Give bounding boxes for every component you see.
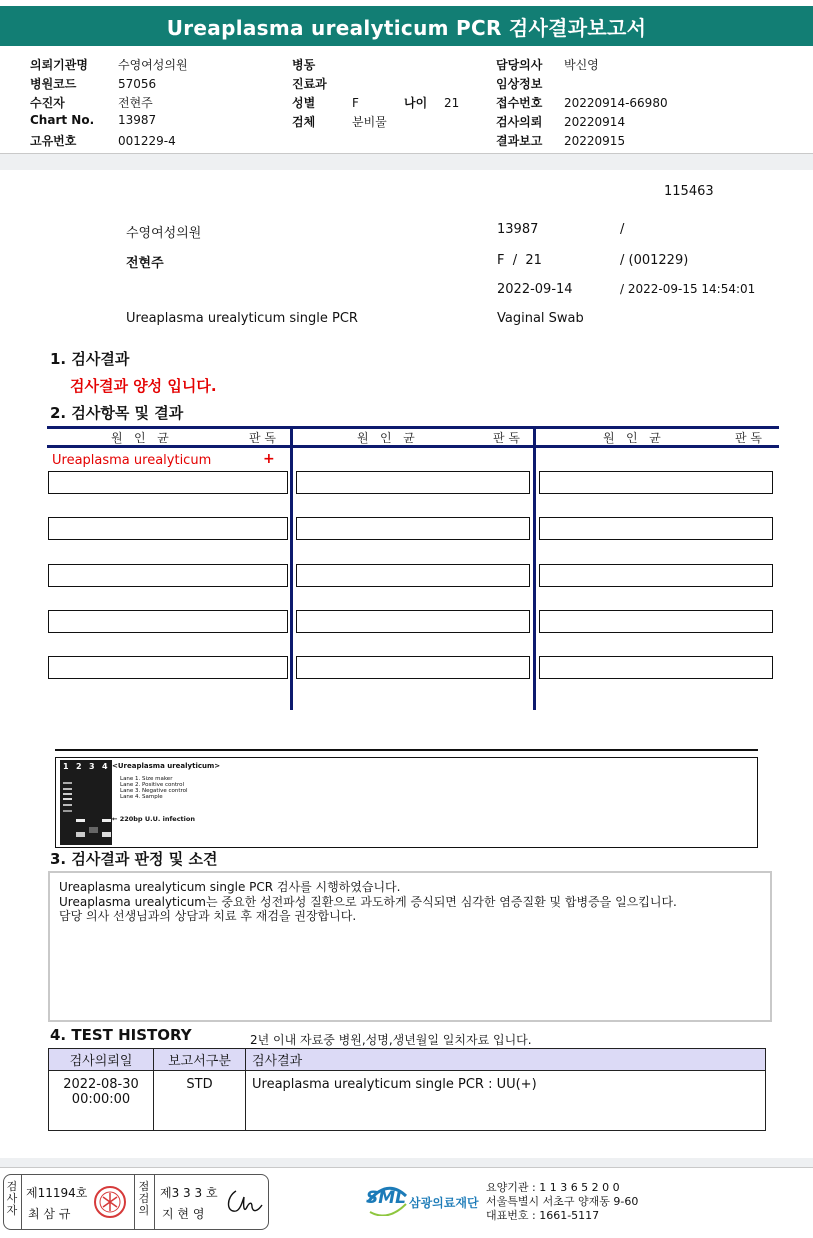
inspector-divider <box>154 1175 155 1229</box>
gel-legend <box>120 776 188 800</box>
receipt-no-label: 접수번호 <box>496 96 543 110</box>
findings-text <box>59 880 677 924</box>
report-value: 20220915 <box>564 134 626 148</box>
doctor-value: 박신영 <box>564 58 599 72</box>
gel-band-label: ← 220bp U.U. infection <box>112 815 195 823</box>
request-value: 20220914 <box>564 115 626 129</box>
history-date-day: 2022-08-30 <box>63 1077 139 1092</box>
result-box <box>539 610 773 633</box>
footer-divider <box>0 1167 813 1168</box>
summary-slash: / <box>620 222 625 237</box>
footer-line: 대표번호 : 1661-5117 <box>486 1209 600 1222</box>
grid-col1-result-header: 판 독 <box>249 431 276 445</box>
history-header-date: 검사의뢰일 <box>49 1049 154 1071</box>
sex-label: 성별 <box>292 96 316 110</box>
signature-divider-2 <box>134 1175 135 1229</box>
history-date <box>49 1071 154 1131</box>
grid-col2-result-header: 판 독 <box>493 431 520 445</box>
history-result: Ureaplasma urealyticum single PCR : UU(+) <box>246 1071 766 1131</box>
department-label: 진료과 <box>292 77 327 91</box>
org-name: 삼광의료재단 <box>409 1196 479 1210</box>
inspector-vertical-label: 점검의 <box>138 1180 150 1217</box>
result-box <box>296 656 530 679</box>
result-box <box>539 517 773 540</box>
summary-code: 115463 <box>664 184 714 199</box>
grid-col3-organism-header: 원 인 균 <box>603 431 661 445</box>
chart-no-value: 13987 <box>118 113 157 127</box>
header-col3 <box>496 56 786 151</box>
gel-lane-2-label: 2 <box>76 762 82 771</box>
tester-vertical-label: 검사자 <box>6 1180 18 1217</box>
age-label: 나이 <box>404 96 428 110</box>
results-grid <box>47 426 779 710</box>
footer-gray-band <box>0 1158 813 1167</box>
result-box <box>48 564 288 587</box>
ward-label: 병동 <box>292 58 316 72</box>
sml-logo-text: SML <box>366 1188 406 1208</box>
header-col2 <box>292 56 492 132</box>
report-label: 결과보고 <box>496 134 543 148</box>
request-label: 검사의뢰 <box>496 115 543 129</box>
gel-lane-3-label: 3 <box>89 762 95 771</box>
specimen-value: 분비물 <box>352 115 387 129</box>
findings-line: 담당 의사 선생님과의 상담과 치료 후 재검을 권장합니다. <box>59 909 357 923</box>
tester-divider <box>21 1175 22 1229</box>
grid-col3-result-header: 판 독 <box>735 431 762 445</box>
gel-lane-1-label: 1 <box>63 762 69 771</box>
section4-title: 4. TEST HISTORY <box>50 1026 192 1044</box>
summary-chart: 13987 <box>497 222 539 237</box>
unique-no-value: 001229-4 <box>118 134 176 148</box>
summary-receipt-date: 2022-09-14 <box>497 282 573 297</box>
findings-line: Ureaplasma urealyticum single PCR 검사를 시행하였습니다. <box>59 880 401 894</box>
footer-line: 서울특별시 서초구 양재동 9-60 <box>486 1195 639 1208</box>
result-box <box>296 517 530 540</box>
inspector-license: 제3 3 3 호 <box>160 1186 218 1200</box>
history-date-time: 00:00:00 <box>71 1092 131 1107</box>
gel-title: <Ureaplasma urealyticum> <box>112 762 221 770</box>
result-box <box>296 610 530 633</box>
gel-lane-4-label: 4 <box>102 762 108 771</box>
summary-id: / (001229) <box>620 253 689 268</box>
footer-contact <box>486 1181 638 1223</box>
header-col1 <box>30 56 290 151</box>
inspector-name: 지 현 영 <box>162 1207 205 1221</box>
gel-legend-item: Lane 4. Sample <box>120 794 163 800</box>
history-type: STD <box>154 1071 246 1131</box>
tester-license: 제11194호 <box>26 1186 88 1200</box>
footer-line: 요양기관 : 1 1 3 6 5 2 0 0 <box>486 1181 620 1194</box>
gel-legend-item: Lane 3. Negative control <box>120 788 188 794</box>
hospital-label: 의뢰기관명 <box>30 58 88 72</box>
signature-box <box>3 1174 269 1230</box>
summary-sex-age: F / 21 <box>497 253 542 268</box>
age-value: 21 <box>444 96 460 110</box>
hospital-value: 수영여성의원 <box>118 58 188 72</box>
gel-top-line <box>55 749 758 751</box>
result-box <box>296 564 530 587</box>
history-header-row <box>49 1049 766 1071</box>
tester-name: 최 삼 규 <box>28 1207 71 1221</box>
specimen-label: 검체 <box>292 115 316 129</box>
patient-value: 전현주 <box>118 96 153 110</box>
result-box <box>539 656 773 679</box>
summary-patient: 전현주 <box>126 256 164 271</box>
history-note: 2년 이내 자료중 병원,성명,생년월일 일치자료 입니다. <box>250 1033 532 1047</box>
report-title: Ureaplasma urealyticum PCR 검사결과보고서 <box>0 6 813 46</box>
chart-no-label: Chart No. <box>30 113 95 127</box>
grid-col1-organism-header: 원 인 균 <box>111 431 169 445</box>
summary-specimen: Vaginal Swab <box>497 311 584 326</box>
handwritten-signature-icon <box>222 1185 266 1219</box>
clinical-info-label: 임상정보 <box>496 77 543 91</box>
result-box <box>48 610 288 633</box>
hospital-code-label: 병원코드 <box>30 77 77 91</box>
result-box <box>539 564 773 587</box>
gel-legend-item: Lane 1. Size maker <box>120 776 173 782</box>
seal-stamp-icon <box>93 1185 127 1219</box>
section1-title: 1. 검사결과 <box>50 350 130 368</box>
section2-title: 2. 검사항목 및 결과 <box>50 404 184 422</box>
grid-col2-organism-header: 원 인 균 <box>357 431 415 445</box>
findings-box <box>48 871 772 1022</box>
receipt-no-value: 20220914-66980 <box>564 96 668 110</box>
header-gray-band <box>0 154 813 170</box>
history-header-result: 검사결과 <box>246 1049 766 1071</box>
organism-name: Ureaplasma urealyticum <box>52 453 212 468</box>
findings-line: Ureaplasma urealyticum는 중요한 성전파성 질환으로 과도하게 증식되면 심각한 염증질환 및 합병증을 일으킵니다. <box>59 894 677 909</box>
gel-bands <box>60 760 112 845</box>
gel-image <box>60 760 112 845</box>
gel-legend-item: Lane 2. Positive control <box>120 782 185 788</box>
gel-panel <box>55 757 758 848</box>
result-box <box>48 471 288 494</box>
grid-divider-2 <box>533 426 536 710</box>
result-box <box>48 517 288 540</box>
result-box <box>539 471 773 494</box>
history-header-type: 보고서구분 <box>154 1049 246 1071</box>
hospital-code-value: 57056 <box>118 77 157 91</box>
sex-value: F <box>352 96 359 110</box>
result-box <box>48 656 288 679</box>
section1-result: 검사결과 양성 입니다. <box>70 377 217 395</box>
doctor-label: 담당의사 <box>496 58 543 72</box>
result-box <box>296 471 530 494</box>
organism-result: + <box>263 451 275 467</box>
summary-report-datetime: / 2022-09-15 14:54:01 <box>620 282 756 296</box>
history-table <box>48 1048 766 1131</box>
patient-label: 수진자 <box>30 96 65 110</box>
section3-title: 3. 검사결과 판정 및 소견 <box>50 850 218 868</box>
history-row <box>49 1071 766 1131</box>
header-info <box>30 56 790 152</box>
unique-no-label: 고유번호 <box>30 134 77 148</box>
summary-hospital: 수영여성의원 <box>126 226 202 241</box>
grid-divider-1 <box>290 426 293 710</box>
summary-test-name: Ureaplasma urealyticum single PCR <box>126 311 358 326</box>
